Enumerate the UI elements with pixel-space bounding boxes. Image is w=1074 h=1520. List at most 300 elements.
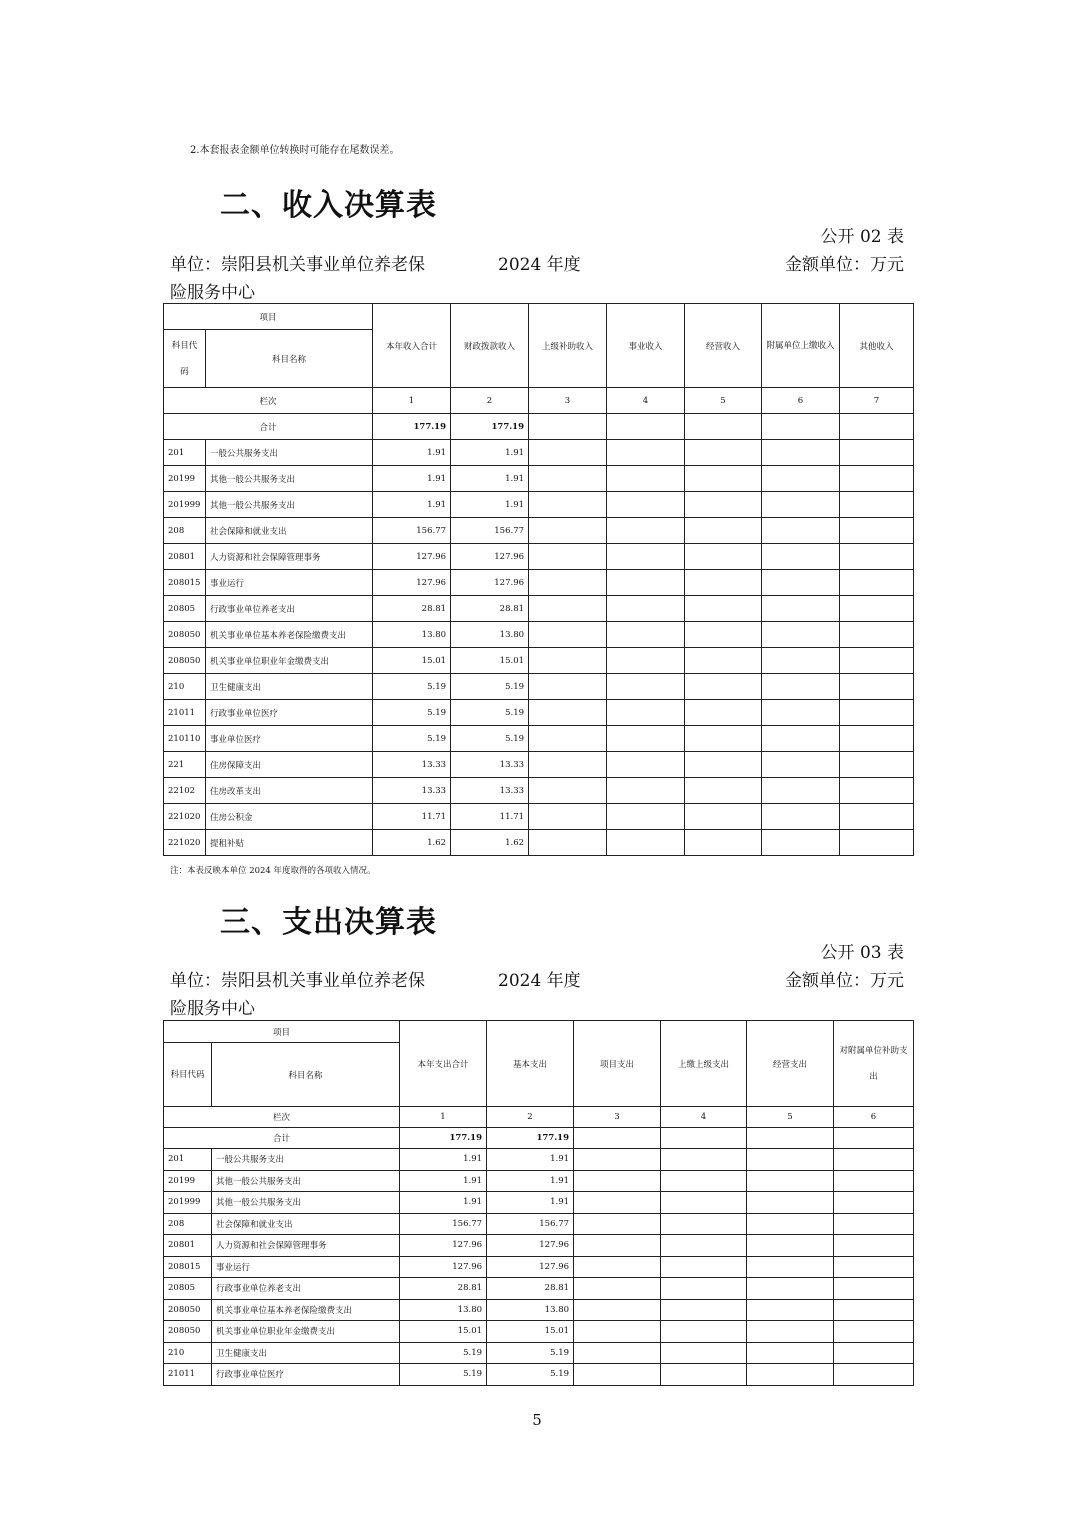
table-row xyxy=(164,674,914,700)
amount-col-1: 127.96 xyxy=(400,1256,487,1278)
lanci-6: 6 xyxy=(762,388,840,414)
total-cell-1: 177.19 xyxy=(373,414,451,440)
empty-cell xyxy=(762,622,840,648)
total-cell-5 xyxy=(685,414,762,440)
empty-cell xyxy=(840,492,914,518)
empty-cell xyxy=(607,830,685,856)
amount-col-1: 15.01 xyxy=(373,648,451,674)
subject-name: 住房公积金 xyxy=(206,804,373,830)
empty-cell xyxy=(574,1213,661,1235)
empty-cell xyxy=(762,518,840,544)
income-unit-label-cont: 险服务中心 xyxy=(170,283,255,303)
table-row xyxy=(164,1149,914,1171)
empty-cell xyxy=(529,804,607,830)
name-header: 科目名称 xyxy=(206,330,373,388)
empty-cell xyxy=(685,492,762,518)
total-label: 合计 xyxy=(164,1128,400,1149)
empty-cell xyxy=(840,804,914,830)
empty-cell xyxy=(661,1342,747,1364)
empty-cell xyxy=(529,726,607,752)
amount-col-1: 13.33 xyxy=(373,778,451,804)
table-row xyxy=(164,596,914,622)
income-note: 注：本表反映本单位 2024 年度取得的各项收入情况。 xyxy=(170,866,376,876)
subject-name: 住房保障支出 xyxy=(206,752,373,778)
empty-cell xyxy=(685,440,762,466)
empty-cell xyxy=(834,1170,914,1192)
subject-code: 20805 xyxy=(164,1278,212,1300)
subject-name: 事业运行 xyxy=(212,1256,400,1278)
subject-code: 210110 xyxy=(164,726,206,752)
empty-cell xyxy=(685,804,762,830)
lanci-label: 栏次 xyxy=(164,388,373,414)
lanci-4: 4 xyxy=(661,1107,747,1128)
empty-cell xyxy=(840,622,914,648)
table-row xyxy=(164,570,914,596)
amount-col-1: 15.01 xyxy=(400,1321,487,1343)
empty-cell xyxy=(834,1256,914,1278)
amount-col-1: 5.19 xyxy=(373,726,451,752)
empty-cell xyxy=(834,1299,914,1321)
empty-cell xyxy=(840,440,914,466)
empty-cell xyxy=(529,778,607,804)
income-year: 2024 年度 xyxy=(498,255,581,275)
amount-col-1: 28.81 xyxy=(373,596,451,622)
subject-code: 210 xyxy=(164,674,206,700)
table-row xyxy=(164,1278,914,1300)
amount-col-1: 1.91 xyxy=(373,492,451,518)
empty-cell xyxy=(685,518,762,544)
subject-name: 事业运行 xyxy=(206,570,373,596)
lanci-5: 5 xyxy=(685,388,762,414)
subject-code: 221020 xyxy=(164,830,206,856)
empty-cell xyxy=(661,1256,747,1278)
amount-col-1: 1.91 xyxy=(400,1149,487,1171)
project-header: 项目 xyxy=(164,304,373,330)
amount-col-1: 5.19 xyxy=(373,700,451,726)
empty-cell xyxy=(607,752,685,778)
subject-code: 210 xyxy=(164,1342,212,1364)
table-row xyxy=(164,440,914,466)
amount-col-1: 1.91 xyxy=(373,466,451,492)
empty-cell xyxy=(574,1364,661,1386)
lanci-1: 1 xyxy=(400,1107,487,1128)
empty-cell xyxy=(661,1170,747,1192)
amount-col-2: 1.91 xyxy=(487,1192,574,1214)
table-row xyxy=(164,1213,914,1235)
subject-code: 221020 xyxy=(164,804,206,830)
expense-form-no: 公开 03 表 xyxy=(820,943,904,963)
empty-cell xyxy=(685,570,762,596)
amount-col-1: 5.19 xyxy=(400,1342,487,1364)
empty-cell xyxy=(747,1256,834,1278)
amount-col-1: 1.91 xyxy=(373,440,451,466)
subject-name: 行政事业单位医疗 xyxy=(206,700,373,726)
amount-col-1: 1.62 xyxy=(373,830,451,856)
subject-code: 20801 xyxy=(164,1235,212,1257)
subject-name: 人力资源和社会保障管理事务 xyxy=(206,544,373,570)
empty-cell xyxy=(834,1364,914,1386)
amount-col-2: 11.71 xyxy=(451,804,529,830)
lanci-2: 2 xyxy=(451,388,529,414)
empty-cell xyxy=(529,570,607,596)
amount-col-2: 1.91 xyxy=(451,492,529,518)
amount-col-2: 1.91 xyxy=(487,1149,574,1171)
col-header-2: 财政拨款收入 xyxy=(451,304,529,388)
lanci-label: 栏次 xyxy=(164,1107,400,1128)
amount-col-2: 15.01 xyxy=(487,1321,574,1343)
empty-cell xyxy=(529,492,607,518)
empty-cell xyxy=(834,1342,914,1364)
empty-cell xyxy=(661,1235,747,1257)
amount-col-1: 13.80 xyxy=(373,622,451,648)
lanci-5: 5 xyxy=(747,1107,834,1128)
income-amount-unit: 金额单位：万元 xyxy=(785,255,904,275)
amount-col-2: 5.19 xyxy=(451,674,529,700)
empty-cell xyxy=(685,622,762,648)
table-row xyxy=(164,700,914,726)
empty-cell xyxy=(762,752,840,778)
col-header-1: 本年支出合计 xyxy=(400,1021,487,1107)
empty-cell xyxy=(661,1278,747,1300)
table-row xyxy=(164,1192,914,1214)
subject-code: 22102 xyxy=(164,778,206,804)
subject-code: 208015 xyxy=(164,1256,212,1278)
empty-cell xyxy=(840,648,914,674)
empty-cell xyxy=(607,648,685,674)
expense-unit-label-cont: 险服务中心 xyxy=(170,999,255,1019)
amount-col-1: 11.71 xyxy=(373,804,451,830)
subject-name: 其他一般公共服务支出 xyxy=(206,492,373,518)
table-row xyxy=(164,726,914,752)
subject-code: 221 xyxy=(164,752,206,778)
empty-cell xyxy=(762,648,840,674)
empty-cell xyxy=(762,830,840,856)
empty-cell xyxy=(747,1170,834,1192)
empty-cell xyxy=(840,830,914,856)
empty-cell xyxy=(607,440,685,466)
empty-cell xyxy=(661,1192,747,1214)
total-cell-7 xyxy=(840,414,914,440)
lanci-7: 7 xyxy=(840,388,914,414)
empty-cell xyxy=(834,1192,914,1214)
empty-cell xyxy=(747,1192,834,1214)
empty-cell xyxy=(840,518,914,544)
empty-cell xyxy=(840,570,914,596)
empty-cell xyxy=(840,726,914,752)
col-header-5: 经营收入 xyxy=(685,304,762,388)
total-cell-2: 177.19 xyxy=(487,1128,574,1149)
empty-cell xyxy=(840,778,914,804)
subject-name: 社会保障和就业支出 xyxy=(206,518,373,544)
empty-cell xyxy=(607,466,685,492)
subject-code: 21011 xyxy=(164,1364,212,1386)
empty-cell xyxy=(762,596,840,622)
subject-name: 行政事业单位医疗 xyxy=(212,1364,400,1386)
income-table xyxy=(163,303,914,856)
table-row xyxy=(164,1364,914,1386)
lanci-1: 1 xyxy=(373,388,451,414)
empty-cell xyxy=(685,596,762,622)
total-cell-5 xyxy=(747,1128,834,1149)
empty-cell xyxy=(747,1342,834,1364)
table-row xyxy=(164,752,914,778)
amount-col-2: 15.01 xyxy=(451,648,529,674)
subject-code: 20805 xyxy=(164,596,206,622)
empty-cell xyxy=(747,1321,834,1343)
subject-name: 一般公共服务支出 xyxy=(206,440,373,466)
empty-cell xyxy=(834,1235,914,1257)
empty-cell xyxy=(747,1299,834,1321)
expense-amount-unit: 金额单位：万元 xyxy=(785,971,904,991)
lanci-3: 3 xyxy=(529,388,607,414)
subject-name: 其他一般公共服务支出 xyxy=(206,466,373,492)
lanci-3: 3 xyxy=(574,1107,661,1128)
amount-col-1: 127.96 xyxy=(373,570,451,596)
empty-cell xyxy=(747,1235,834,1257)
income-unit-label: 单位：崇阳县机关事业单位养老保 xyxy=(170,255,425,275)
empty-cell xyxy=(661,1364,747,1386)
income-title: 二、收入决算表 xyxy=(220,188,437,223)
col-header-3: 项目支出 xyxy=(574,1021,661,1107)
col-header-6: 对附属单位补助支出 xyxy=(834,1021,914,1107)
table-row xyxy=(164,1299,914,1321)
empty-cell xyxy=(661,1321,747,1343)
top-note: 2.本套报表金额单位转换时可能存在尾数误差。 xyxy=(190,145,400,156)
empty-cell xyxy=(574,1299,661,1321)
empty-cell xyxy=(607,804,685,830)
empty-cell xyxy=(747,1278,834,1300)
empty-cell xyxy=(607,544,685,570)
empty-cell xyxy=(840,700,914,726)
amount-col-1: 127.96 xyxy=(400,1235,487,1257)
total-cell-3 xyxy=(574,1128,661,1149)
subject-name: 机关事业单位职业年金缴费支出 xyxy=(212,1321,400,1343)
subject-name: 其他一般公共服务支出 xyxy=(212,1170,400,1192)
subject-name: 社会保障和就业支出 xyxy=(212,1213,400,1235)
total-cell-2: 177.19 xyxy=(451,414,529,440)
table-row xyxy=(164,830,914,856)
total-cell-6 xyxy=(834,1128,914,1149)
amount-col-1: 156.77 xyxy=(400,1213,487,1235)
col-header-1: 本年收入合计 xyxy=(373,304,451,388)
table-row xyxy=(164,1321,914,1343)
amount-col-2: 1.91 xyxy=(451,440,529,466)
empty-cell xyxy=(834,1321,914,1343)
amount-col-2: 13.33 xyxy=(451,778,529,804)
subject-name: 行政事业单位养老支出 xyxy=(212,1278,400,1300)
code-header: 科目代码 xyxy=(164,330,206,388)
total-cell-6 xyxy=(762,414,840,440)
subject-code: 208050 xyxy=(164,622,206,648)
subject-code: 20801 xyxy=(164,544,206,570)
subject-code: 201999 xyxy=(164,492,206,518)
empty-cell xyxy=(685,752,762,778)
lanci-2: 2 xyxy=(487,1107,574,1128)
total-cell-4 xyxy=(607,414,685,440)
empty-cell xyxy=(685,830,762,856)
table-row xyxy=(164,492,914,518)
empty-cell xyxy=(685,674,762,700)
amount-col-2: 127.96 xyxy=(451,570,529,596)
amount-col-1: 5.19 xyxy=(373,674,451,700)
empty-cell xyxy=(840,752,914,778)
amount-col-1: 1.91 xyxy=(400,1192,487,1214)
subject-name: 提租补贴 xyxy=(206,830,373,856)
amount-col-2: 127.96 xyxy=(487,1256,574,1278)
amount-col-2: 28.81 xyxy=(487,1278,574,1300)
subject-name: 一般公共服务支出 xyxy=(212,1149,400,1171)
empty-cell xyxy=(685,778,762,804)
expense-year: 2024 年度 xyxy=(498,971,581,991)
empty-cell xyxy=(762,726,840,752)
empty-cell xyxy=(529,466,607,492)
amount-col-1: 28.81 xyxy=(400,1278,487,1300)
total-cell-4 xyxy=(661,1128,747,1149)
subject-code: 208 xyxy=(164,1213,212,1235)
subject-code: 201 xyxy=(164,440,206,466)
subject-code: 208 xyxy=(164,518,206,544)
subject-name: 卫生健康支出 xyxy=(206,674,373,700)
subject-code: 20199 xyxy=(164,1170,212,1192)
expense-title: 三、支出决算表 xyxy=(220,905,437,940)
code-header: 科目代码 xyxy=(164,1043,212,1107)
project-header: 项目 xyxy=(164,1021,400,1043)
empty-cell xyxy=(762,804,840,830)
empty-cell xyxy=(840,466,914,492)
empty-cell xyxy=(574,1278,661,1300)
total-label: 合计 xyxy=(164,414,373,440)
empty-cell xyxy=(574,1235,661,1257)
col-header-4: 上缴上级支出 xyxy=(661,1021,747,1107)
empty-cell xyxy=(685,544,762,570)
empty-cell xyxy=(762,440,840,466)
col-header-4: 事业收入 xyxy=(607,304,685,388)
lanci-6: 6 xyxy=(834,1107,914,1128)
table-row xyxy=(164,466,914,492)
empty-cell xyxy=(685,648,762,674)
empty-cell xyxy=(529,440,607,466)
amount-col-2: 13.80 xyxy=(451,622,529,648)
amount-col-2: 156.77 xyxy=(487,1213,574,1235)
empty-cell xyxy=(607,518,685,544)
amount-col-2: 1.91 xyxy=(487,1170,574,1192)
amount-col-2: 13.80 xyxy=(487,1299,574,1321)
empty-cell xyxy=(661,1213,747,1235)
empty-cell xyxy=(607,726,685,752)
empty-cell xyxy=(529,830,607,856)
empty-cell xyxy=(529,596,607,622)
empty-cell xyxy=(607,674,685,700)
empty-cell xyxy=(607,622,685,648)
col-header-2: 基本支出 xyxy=(487,1021,574,1107)
empty-cell xyxy=(529,700,607,726)
amount-col-2: 127.96 xyxy=(451,544,529,570)
amount-col-1: 1.91 xyxy=(400,1170,487,1192)
empty-cell xyxy=(529,648,607,674)
table-row xyxy=(164,1256,914,1278)
amount-col-2: 5.19 xyxy=(451,726,529,752)
amount-col-2: 5.19 xyxy=(487,1342,574,1364)
empty-cell xyxy=(834,1278,914,1300)
empty-cell xyxy=(529,622,607,648)
subject-code: 201 xyxy=(164,1149,212,1171)
subject-name: 其他一般公共服务支出 xyxy=(212,1192,400,1214)
table-row xyxy=(164,804,914,830)
empty-cell xyxy=(607,596,685,622)
subject-name: 行政事业单位养老支出 xyxy=(206,596,373,622)
empty-cell xyxy=(574,1192,661,1214)
empty-cell xyxy=(529,674,607,700)
empty-cell xyxy=(840,596,914,622)
name-header: 科目名称 xyxy=(212,1043,400,1107)
amount-col-2: 1.62 xyxy=(451,830,529,856)
empty-cell xyxy=(840,674,914,700)
amount-col-2: 127.96 xyxy=(487,1235,574,1257)
amount-col-2: 13.33 xyxy=(451,752,529,778)
col-header-5: 经营支出 xyxy=(747,1021,834,1107)
subject-code: 208050 xyxy=(164,1299,212,1321)
empty-cell xyxy=(574,1149,661,1171)
empty-cell xyxy=(834,1213,914,1235)
amount-col-2: 5.19 xyxy=(451,700,529,726)
empty-cell xyxy=(685,466,762,492)
table-row xyxy=(164,1235,914,1257)
empty-cell xyxy=(747,1149,834,1171)
subject-name: 事业单位医疗 xyxy=(206,726,373,752)
subject-name: 住房改革支出 xyxy=(206,778,373,804)
col-header-3: 上级补助收入 xyxy=(529,304,607,388)
expense-table xyxy=(163,1020,914,1386)
empty-cell xyxy=(762,778,840,804)
empty-cell xyxy=(607,570,685,596)
empty-cell xyxy=(685,700,762,726)
empty-cell xyxy=(574,1342,661,1364)
subject-code: 21011 xyxy=(164,700,206,726)
empty-cell xyxy=(762,674,840,700)
empty-cell xyxy=(762,544,840,570)
amount-col-2: 5.19 xyxy=(487,1364,574,1386)
amount-col-1: 156.77 xyxy=(373,518,451,544)
subject-name: 机关事业单位基本养老保险缴费支出 xyxy=(206,622,373,648)
empty-cell xyxy=(607,700,685,726)
expense-unit-label: 单位：崇阳县机关事业单位养老保 xyxy=(170,971,425,991)
empty-cell xyxy=(762,466,840,492)
table-row xyxy=(164,778,914,804)
col-header-6: 附属单位上缴收入 xyxy=(762,304,840,388)
empty-cell xyxy=(574,1170,661,1192)
empty-cell xyxy=(529,752,607,778)
empty-cell xyxy=(762,570,840,596)
subject-code: 208050 xyxy=(164,648,206,674)
empty-cell xyxy=(762,700,840,726)
total-cell-1: 177.19 xyxy=(400,1128,487,1149)
page-number: 5 xyxy=(532,1411,542,1429)
col-header-7: 其他收入 xyxy=(840,304,914,388)
table-row xyxy=(164,544,914,570)
empty-cell xyxy=(762,492,840,518)
subject-name: 卫生健康支出 xyxy=(212,1342,400,1364)
amount-col-1: 13.33 xyxy=(373,752,451,778)
empty-cell xyxy=(607,492,685,518)
subject-code: 208015 xyxy=(164,570,206,596)
subject-name: 机关事业单位基本养老保险缴费支出 xyxy=(212,1299,400,1321)
subject-code: 20199 xyxy=(164,466,206,492)
table-row xyxy=(164,1170,914,1192)
total-cell-3 xyxy=(529,414,607,440)
income-form-no: 公开 02 表 xyxy=(820,227,904,247)
empty-cell xyxy=(661,1149,747,1171)
table-row xyxy=(164,622,914,648)
